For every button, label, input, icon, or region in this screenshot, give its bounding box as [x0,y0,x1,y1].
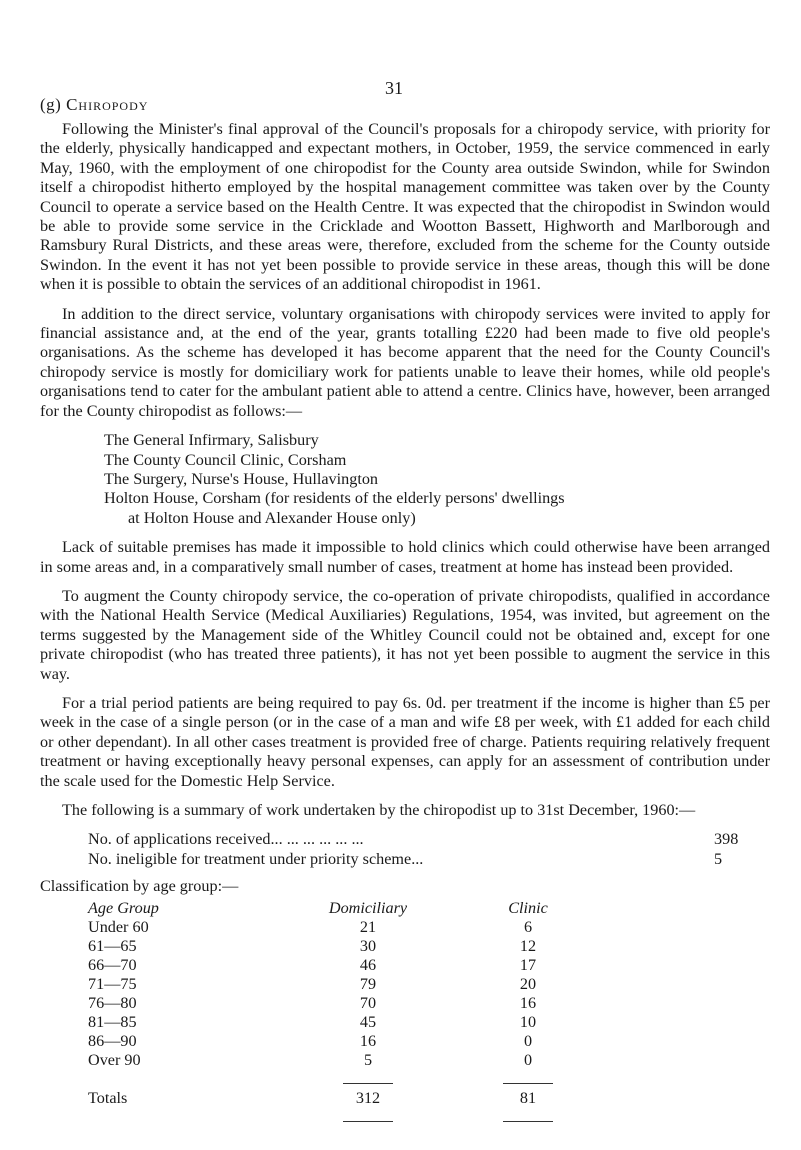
table-row [88,918,608,937]
header-domiciliary: Domiciliary [328,898,408,917]
paragraph: To augment the County chiropody service, the co-operation of private chiropodists, qualified in accordance with the National Health Service (Medical Auxiliaries) Regulations, 1954, was invited, but agreement on the terms suggested by the Management side of the Whitley Council could not be obtained and, except for one private chiropodist (who has treated three patients), it has not yet been possible to augment the service in this way. [40,586,770,683]
summary-row [88,830,770,849]
total-domiciliary: 312 [355,1088,381,1107]
summary-label: No. of applications received [88,830,271,849]
table-row [88,1032,608,1051]
sum-rule [503,1083,553,1084]
table-row [88,1051,608,1070]
summary-list [88,830,770,869]
age-group-table [88,899,608,1127]
cell-clinic: 20 [519,974,537,993]
paragraph: In addition to the direct service, voluntary organisations with chiropody services were invited to apply for financial assistance and, at the end of the year, grants totalling £220 had been made to five old people's organisations. As the scheme has developed it has become apparent that the need for the County Council's chiropody service is mostly for domiciliary work for patients unable to leave their homes, while old people's organisations tend to cater for the ambulant patient able to attend a centre. Clinics have, however, been arranged for the County chiropodist as follows:— [40,304,770,420]
cell-domiciliary: 45 [359,1012,377,1031]
cell-age-group: 71—75 [88,974,137,993]
page-number: 31 [385,78,403,98]
clinic-item: The County Council Clinic, Corsham [104,450,347,469]
total-rule [503,1121,553,1122]
table-rule-row [88,1070,608,1089]
paragraph: The following is a summary of work undertaken by the chiropodist up to 31st December, 1960:— [62,801,696,819]
clinic-item-continuation: at Holton House and Alexander House only) [128,508,416,527]
section-heading [40,95,148,115]
header-age-group: Age Group [88,898,159,917]
cell-clinic: 0 [523,1050,533,1069]
cell-age-group: 66—70 [88,955,137,974]
cell-clinic: 16 [519,993,537,1012]
cell-age-group: 61—65 [88,936,137,955]
table-row [88,956,608,975]
totals-row [88,1089,608,1108]
paragraph: For a trial period patients are being required to pay 6s. 0d. per treatment if the income is higher than £5 per week in the case of a single person (or in the case of a man and wife £8 per week, with £1 added for each child or other dependant). In all other cases treatment is provided free of charge. Patients requiring relatively frequent treatment or having exceptionally heavy personal expenses, can apply for an assessment of contribution under the scale used for the Domestic Help Service. [40,693,770,790]
paragraph: Following the Minister's final approval of the Council's proposals for a chiropody service, with priority for the elderly, physically handicapped and expectant mothers, in October, 1959, the service commenced in early May, 1960, with the employment of one chiropodist for the County area outside Swindon, while for Swindon itself a chiropodist hitherto employed by the hospital management committee was taken over by the County Council to operate a service based on the Health Centre. It was expected that the chiropodist in Swindon would be able to provide some service in the Cricklade and Wootton Bassett, Highworth and Marlborough and Ramsbury Rural Districts, and these areas were, therefore, excluded from the scheme for the County outside Swindon. In the event it has not yet been possible to provide service in these areas, though this will be done when it is possible to obtain the services of an additional chiropodist in 1961. [40,120,770,294]
cell-domiciliary: 21 [359,917,377,936]
paragraph: Lack of suitable premises has made it impossible to hold clinics which could otherwise have been arranged in some areas and, in a comparatively small number of cases, treatment at home has instead been provided. [40,538,770,576]
section-label: (g) [40,95,62,114]
table-header-row [88,899,608,918]
cell-domiciliary: 16 [359,1031,377,1050]
cell-domiciliary: 30 [359,936,377,955]
cell-domiciliary: 70 [359,993,377,1012]
cell-clinic: 0 [523,1031,533,1050]
cell-domiciliary: 79 [359,974,377,993]
total-clinic: 81 [519,1088,537,1107]
classification-title: Classification by age group:— [40,877,239,896]
header-clinic: Clinic [508,898,548,917]
sum-rule [343,1083,393,1084]
table-row [88,994,608,1013]
document-body [40,120,770,1127]
cell-domiciliary: 5 [363,1050,373,1069]
cell-age-group: 76—80 [88,993,137,1012]
cell-age-group: Over 90 [88,1050,141,1069]
cell-age-group: 86—90 [88,1031,137,1050]
cell-clinic: 17 [519,955,537,974]
clinic-item: The Surgery, Nurse's House, Hullavington [104,469,379,488]
section-title: Chiropody [66,95,149,114]
table-row [88,937,608,956]
table-rule-row [88,1108,608,1127]
cell-clinic: 12 [519,936,537,955]
totals-label: Totals [88,1088,128,1107]
summary-leader: ... ... ... ... ... ... [270,830,364,849]
clinic-item: Holton House, Corsham (for residents of the elderly persons' dwellings [104,489,565,508]
summary-label: No. ineligible for treatment under priority scheme [88,849,412,868]
table-row [88,1013,608,1032]
summary-value: 398 [714,830,739,849]
cell-clinic: 6 [523,917,533,936]
summary-row [88,850,770,869]
cell-clinic: 10 [519,1012,537,1031]
clinic-list [104,431,770,528]
cell-age-group: Under 60 [88,917,149,936]
clinic-item: The General Infirmary, Salisbury [104,431,319,450]
cell-age-group: 81—85 [88,1012,137,1031]
summary-leader: ... [411,849,424,868]
summary-value: 5 [714,849,723,868]
total-rule [343,1121,393,1122]
cell-domiciliary: 46 [359,955,377,974]
table-row [88,975,608,994]
